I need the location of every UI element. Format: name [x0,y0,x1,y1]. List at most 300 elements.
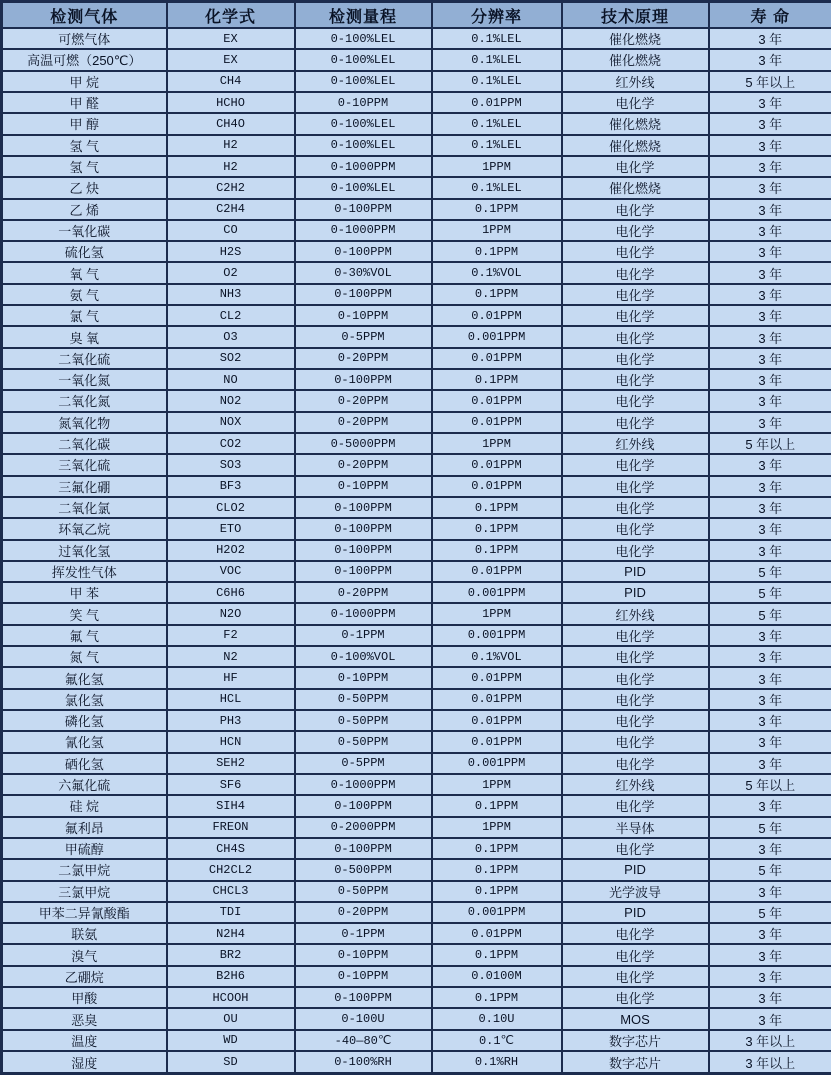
cell-gas: 笑 气 [2,603,167,624]
cell-formula: NOX [167,412,295,433]
cell-principle: 催化燃烧 [562,135,709,156]
cell-resolution: 0.001PPM [432,582,562,603]
cell-lifespan: 3 年 [709,540,831,561]
cell-range: -40—80℃ [295,1030,432,1051]
cell-gas: 三氟化硼 [2,476,167,497]
cell-principle: 电化学 [562,987,709,1008]
cell-gas: 臭 氧 [2,326,167,347]
cell-lifespan: 3 年 [709,838,831,859]
cell-gas: 甲 苯 [2,582,167,603]
cell-gas: 氮氧化物 [2,412,167,433]
cell-lifespan: 3 年 [709,241,831,262]
cell-lifespan: 3 年 [709,113,831,134]
table-row [2,987,831,1008]
cell-formula: EX [167,49,295,70]
cell-gas: 环氧乙烷 [2,518,167,539]
cell-formula: CHCL3 [167,881,295,902]
cell-gas: 甲硫醇 [2,838,167,859]
cell-lifespan: 3 年 [709,348,831,369]
cell-gas: 一氧化碳 [2,220,167,241]
table-row [2,1030,831,1051]
cell-formula: CH4S [167,838,295,859]
cell-range: 0-10PPM [295,476,432,497]
cell-range: 0-10PPM [295,944,432,965]
cell-resolution: 0.01PPM [432,92,562,113]
cell-gas: 氯化氢 [2,689,167,710]
cell-lifespan: 3 年 [709,710,831,731]
cell-principle: 催化燃烧 [562,177,709,198]
cell-principle: 电化学 [562,667,709,688]
cell-resolution: 0.01PPM [432,412,562,433]
cell-principle: 电化学 [562,838,709,859]
cell-resolution: 0.1PPM [432,518,562,539]
cell-lifespan: 3 年 [709,220,831,241]
cell-formula: CH4O [167,113,295,134]
cell-resolution: 0.1%VOL [432,646,562,667]
cell-formula: N2O [167,603,295,624]
cell-principle: 电化学 [562,944,709,965]
cell-gas: 过氧化氢 [2,540,167,561]
cell-range: 0-100%LEL [295,177,432,198]
cell-gas: 氨 气 [2,284,167,305]
table-row [2,859,831,880]
cell-resolution: 0.01PPM [432,305,562,326]
cell-formula: SEH2 [167,753,295,774]
header-cell-resolution: 分辨率 [432,2,562,29]
cell-principle: 电化学 [562,795,709,816]
cell-range: 0-50PPM [295,689,432,710]
cell-range: 0-10PPM [295,966,432,987]
cell-formula: CL2 [167,305,295,326]
cell-resolution: 1PPM [432,433,562,454]
cell-lifespan: 3 年 [709,923,831,944]
cell-principle: 催化燃烧 [562,113,709,134]
cell-lifespan: 5 年 [709,561,831,582]
cell-lifespan: 3 年 [709,944,831,965]
cell-formula: NO2 [167,390,295,411]
cell-range: 0-20PPM [295,390,432,411]
cell-range: 0-100PPM [295,987,432,1008]
cell-range: 0-1PPM [295,625,432,646]
cell-principle: 电化学 [562,156,709,177]
header-cell-principle: 技术原理 [562,2,709,29]
cell-range: 0-100%LEL [295,49,432,70]
cell-formula: H2S [167,241,295,262]
cell-formula: HCHO [167,92,295,113]
cell-lifespan: 3 年 [709,987,831,1008]
cell-resolution: 0.1PPM [432,199,562,220]
cell-gas: 二氧化碳 [2,433,167,454]
cell-formula: CLO2 [167,497,295,518]
cell-range: 0-100PPM [295,795,432,816]
cell-resolution: 0.1℃ [432,1030,562,1051]
table-row [2,369,831,390]
cell-principle: 电化学 [562,497,709,518]
table-row [2,284,831,305]
cell-range: 0-100%RH [295,1051,432,1074]
header-cell-gas: 检测气体 [2,2,167,29]
cell-lifespan: 3 年 [709,753,831,774]
cell-gas: 氟利昂 [2,817,167,838]
cell-gas: 二氯甲烷 [2,859,167,880]
cell-resolution: 0.01PPM [432,667,562,688]
cell-lifespan: 3 年 [709,667,831,688]
cell-range: 0-30%VOL [295,262,432,283]
cell-gas: 湿度 [2,1051,167,1074]
cell-range: 0-1000PPM [295,220,432,241]
cell-formula: H2 [167,156,295,177]
cell-formula: CH2CL2 [167,859,295,880]
cell-resolution: 0.01PPM [432,923,562,944]
cell-gas: 二氧化氮 [2,390,167,411]
cell-principle: 催化燃烧 [562,28,709,49]
cell-resolution: 0.1PPM [432,838,562,859]
cell-resolution: 0.10U [432,1008,562,1029]
cell-formula: N2H4 [167,923,295,944]
table-row [2,731,831,752]
header-cell-formula: 化学式 [167,2,295,29]
cell-lifespan: 3 年 [709,881,831,902]
cell-formula: HCOOH [167,987,295,1008]
cell-gas: 甲 醛 [2,92,167,113]
table-row [2,262,831,283]
cell-resolution: 0.1PPM [432,540,562,561]
cell-resolution: 0.01PPM [432,390,562,411]
cell-range: 0-100PPM [295,540,432,561]
cell-lifespan: 3 年 [709,497,831,518]
cell-range: 0-10PPM [295,305,432,326]
cell-formula: TDI [167,902,295,923]
cell-range: 0-1000PPM [295,603,432,624]
cell-resolution: 0.1%LEL [432,135,562,156]
table-row [2,497,831,518]
cell-range: 0-100PPM [295,561,432,582]
cell-formula: H2O2 [167,540,295,561]
cell-range: 0-100%LEL [295,28,432,49]
cell-principle: 电化学 [562,518,709,539]
cell-resolution: 0.1PPM [432,284,562,305]
cell-resolution: 0.01PPM [432,348,562,369]
cell-resolution: 0.01PPM [432,476,562,497]
cell-lifespan: 5 年以上 [709,71,831,92]
table-row [2,561,831,582]
cell-formula: NH3 [167,284,295,305]
cell-range: 0-10PPM [295,667,432,688]
table-row [2,220,831,241]
cell-gas: 温度 [2,1030,167,1051]
cell-lifespan: 5 年以上 [709,774,831,795]
cell-resolution: 0.1PPM [432,944,562,965]
cell-principle: 红外线 [562,774,709,795]
cell-principle: 电化学 [562,710,709,731]
cell-gas: 高温可燃（250℃） [2,49,167,70]
cell-principle: 光学波导 [562,881,709,902]
table-row [2,881,831,902]
cell-formula: HCL [167,689,295,710]
cell-range: 0-100PPM [295,838,432,859]
cell-resolution: 0.1PPM [432,241,562,262]
cell-range: 0-20PPM [295,348,432,369]
table-body [2,28,831,1074]
table-row [2,433,831,454]
cell-range: 0-100PPM [295,199,432,220]
table-row [2,241,831,262]
cell-formula: SO3 [167,454,295,475]
cell-principle: 电化学 [562,476,709,497]
cell-formula: SD [167,1051,295,1074]
cell-principle: PID [562,859,709,880]
cell-lifespan: 5 年 [709,582,831,603]
cell-resolution: 0.001PPM [432,625,562,646]
table-row [2,582,831,603]
cell-formula: OU [167,1008,295,1029]
cell-formula: CO [167,220,295,241]
cell-principle: 数字芯片 [562,1030,709,1051]
cell-resolution: 1PPM [432,156,562,177]
cell-principle: MOS [562,1008,709,1029]
cell-resolution: 0.001PPM [432,753,562,774]
cell-range: 0-100U [295,1008,432,1029]
cell-formula: BF3 [167,476,295,497]
cell-formula: EX [167,28,295,49]
cell-gas: 三氧化硫 [2,454,167,475]
cell-lifespan: 5 年 [709,859,831,880]
table-row [2,540,831,561]
cell-resolution: 0.01PPM [432,454,562,475]
table-row [2,646,831,667]
cell-lifespan: 3 年 [709,156,831,177]
table-row [2,135,831,156]
cell-range: 0-20PPM [295,582,432,603]
cell-gas: 氟化氢 [2,667,167,688]
header-cell-lifespan: 寿 命 [709,2,831,29]
cell-resolution: 1PPM [432,603,562,624]
cell-principle: 催化燃烧 [562,49,709,70]
cell-lifespan: 3 年以上 [709,1051,831,1074]
cell-lifespan: 3 年 [709,795,831,816]
cell-lifespan: 3 年 [709,199,831,220]
cell-gas: 联氨 [2,923,167,944]
table-row [2,71,831,92]
table-row [2,944,831,965]
cell-gas: 一氧化氮 [2,369,167,390]
cell-formula: C2H4 [167,199,295,220]
cell-range: 0-100PPM [295,369,432,390]
table-row [2,625,831,646]
table-row [2,454,831,475]
table-header-row [2,2,831,29]
cell-resolution: 0.1%LEL [432,28,562,49]
cell-principle: 电化学 [562,412,709,433]
table-row [2,156,831,177]
cell-principle: 电化学 [562,625,709,646]
table-row [2,305,831,326]
cell-gas: 甲 醇 [2,113,167,134]
cell-formula: ETO [167,518,295,539]
cell-range: 0-20PPM [295,902,432,923]
cell-range: 0-50PPM [295,731,432,752]
cell-gas: 氢 气 [2,135,167,156]
cell-gas: 氯 气 [2,305,167,326]
cell-range: 0-10PPM [295,92,432,113]
cell-gas: 二氧化硫 [2,348,167,369]
cell-principle: 电化学 [562,454,709,475]
cell-principle: 电化学 [562,753,709,774]
table-row [2,199,831,220]
cell-range: 0-100%VOL [295,646,432,667]
table-row [2,412,831,433]
cell-principle: 半导体 [562,817,709,838]
cell-lifespan: 3 年 [709,966,831,987]
cell-gas: 恶臭 [2,1008,167,1029]
cell-resolution: 0.1PPM [432,859,562,880]
cell-formula: O2 [167,262,295,283]
table-row [2,326,831,347]
cell-lifespan: 3 年 [709,284,831,305]
cell-resolution: 0.1%LEL [432,49,562,70]
cell-formula: BR2 [167,944,295,965]
cell-resolution: 1PPM [432,774,562,795]
cell-principle: 电化学 [562,369,709,390]
cell-range: 0-100PPM [295,241,432,262]
cell-formula: VOC [167,561,295,582]
cell-principle: 电化学 [562,92,709,113]
table-row [2,1008,831,1029]
cell-range: 0-100PPM [295,497,432,518]
cell-range: 0-100PPM [295,284,432,305]
cell-lifespan: 3 年 [709,625,831,646]
table-row [2,966,831,987]
cell-gas: 溴气 [2,944,167,965]
cell-principle: 电化学 [562,199,709,220]
cell-lifespan: 3 年 [709,646,831,667]
table-row [2,49,831,70]
cell-lifespan: 3 年 [709,177,831,198]
cell-gas: 甲 烷 [2,71,167,92]
cell-gas: 硫化氢 [2,241,167,262]
cell-resolution: 1PPM [432,817,562,838]
table-row [2,753,831,774]
cell-range: 0-50PPM [295,881,432,902]
table-row [2,689,831,710]
cell-principle: PID [562,561,709,582]
table-row [2,92,831,113]
cell-formula: SF6 [167,774,295,795]
cell-range: 0-100%LEL [295,135,432,156]
cell-range: 0-20PPM [295,412,432,433]
cell-formula: N2 [167,646,295,667]
cell-range: 0-1000PPM [295,774,432,795]
cell-range: 0-50PPM [295,710,432,731]
cell-principle: 电化学 [562,731,709,752]
cell-resolution: 0.01PPM [432,689,562,710]
cell-range: 0-100PPM [295,518,432,539]
cell-lifespan: 3 年 [709,390,831,411]
cell-resolution: 1PPM [432,220,562,241]
cell-formula: HCN [167,731,295,752]
cell-formula: SIH4 [167,795,295,816]
cell-resolution: 0.1PPM [432,795,562,816]
cell-lifespan: 3 年 [709,305,831,326]
table-row [2,113,831,134]
cell-lifespan: 3 年 [709,412,831,433]
cell-lifespan: 3 年 [709,1008,831,1029]
cell-range: 0-1000PPM [295,156,432,177]
table-row [2,603,831,624]
cell-range: 0-5PPM [295,753,432,774]
cell-principle: 红外线 [562,433,709,454]
cell-lifespan: 3 年 [709,476,831,497]
cell-resolution: 0.1%LEL [432,113,562,134]
cell-resolution: 0.1%VOL [432,262,562,283]
cell-range: 0-20PPM [295,454,432,475]
cell-formula: NO [167,369,295,390]
cell-range: 0-1PPM [295,923,432,944]
cell-range: 0-100%LEL [295,113,432,134]
cell-resolution: 0.1PPM [432,987,562,1008]
cell-gas: 磷化氢 [2,710,167,731]
table-row [2,667,831,688]
cell-gas: 二氧化氯 [2,497,167,518]
cell-resolution: 0.0100M [432,966,562,987]
cell-resolution: 0.1PPM [432,497,562,518]
cell-principle: PID [562,582,709,603]
cell-principle: 电化学 [562,540,709,561]
cell-formula: WD [167,1030,295,1051]
cell-principle: 电化学 [562,689,709,710]
cell-gas: 可燃气体 [2,28,167,49]
cell-principle: 数字芯片 [562,1051,709,1074]
table-row [2,518,831,539]
table-row [2,838,831,859]
cell-formula: CO2 [167,433,295,454]
table-row [2,817,831,838]
cell-principle: 电化学 [562,923,709,944]
cell-principle: 电化学 [562,348,709,369]
cell-gas: 甲苯二异氰酸酯 [2,902,167,923]
cell-principle: 电化学 [562,220,709,241]
cell-resolution: 0.1%LEL [432,71,562,92]
cell-formula: CH4 [167,71,295,92]
cell-resolution: 0.1%LEL [432,177,562,198]
cell-gas: 六氟化硫 [2,774,167,795]
table-row [2,795,831,816]
cell-gas: 甲酸 [2,987,167,1008]
cell-formula: B2H6 [167,966,295,987]
cell-gas: 乙 烯 [2,199,167,220]
cell-lifespan: 3 年 [709,135,831,156]
cell-lifespan: 3 年 [709,326,831,347]
cell-lifespan: 3 年以上 [709,1030,831,1051]
cell-lifespan: 3 年 [709,92,831,113]
cell-gas: 氰化氢 [2,731,167,752]
cell-gas: 硅 烷 [2,795,167,816]
cell-resolution: 0.01PPM [432,710,562,731]
cell-formula: H2 [167,135,295,156]
cell-lifespan: 5 年以上 [709,433,831,454]
cell-principle: 电化学 [562,262,709,283]
cell-gas: 硒化氢 [2,753,167,774]
cell-principle: PID [562,902,709,923]
cell-formula: F2 [167,625,295,646]
cell-lifespan: 3 年 [709,369,831,390]
cell-gas: 三氯甲烷 [2,881,167,902]
table-row [2,177,831,198]
cell-resolution: 0.01PPM [432,731,562,752]
cell-formula: HF [167,667,295,688]
cell-gas: 挥发性气体 [2,561,167,582]
cell-gas: 乙 炔 [2,177,167,198]
